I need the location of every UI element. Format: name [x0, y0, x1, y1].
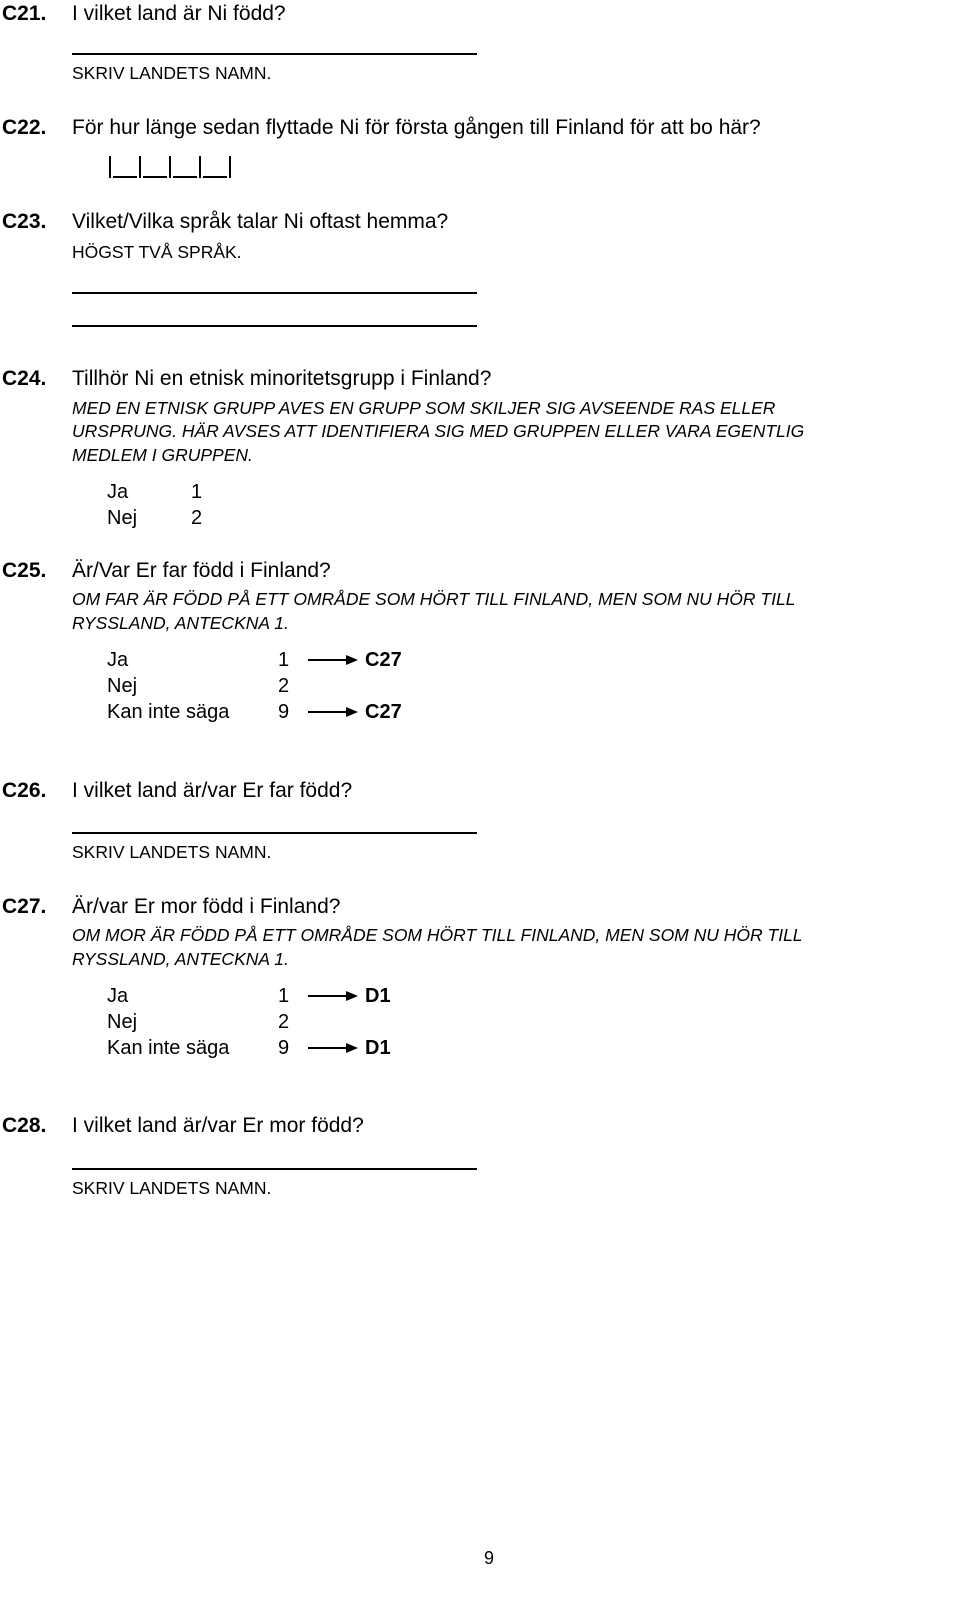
- skip-arrow-icon: [308, 990, 358, 1002]
- option-label[interactable]: Ja: [107, 985, 129, 1007]
- option-code[interactable]: 9: [278, 1037, 290, 1059]
- question-number: C24.: [2, 367, 47, 390]
- question-number: C23.: [2, 210, 47, 233]
- question-number: C28.: [2, 1114, 47, 1137]
- question-text: För hur länge sedan flyttade Ni för första gången till Finland för att bo här?: [72, 116, 761, 139]
- option-label[interactable]: Nej: [107, 507, 138, 529]
- instruction-text: OM MOR ÄR FÖDD PÅ ETT OMRÅDE SOM HÖRT TILL FINLAND, MEN SOM NU HÖR TILL: [72, 925, 803, 945]
- instruction-text: RYSSLAND, ANTECKNA 1.: [72, 949, 289, 969]
- answer-line[interactable]: [72, 292, 477, 294]
- option-code[interactable]: 1: [191, 481, 203, 503]
- skip-target: D1: [365, 1037, 391, 1059]
- question-text: Vilket/Vilka språk talar Ni oftast hemma?: [72, 210, 449, 233]
- instruction-text: OM FAR ÄR FÖDD PÅ ETT OMRÅDE SOM HÖRT TILL FINLAND, MEN SOM NU HÖR TILL: [72, 589, 796, 609]
- instruction-text: URSPRUNG. HÄR AVSES ATT IDENTIFIERA SIG MED GRUPPEN ELLER VARA EGENTLIG: [72, 421, 805, 441]
- skip-arrow-icon: [308, 706, 358, 718]
- skip-arrow-icon: [308, 654, 358, 666]
- instruction-text: SKRIV LANDETS NAMN.: [72, 63, 272, 83]
- question-text: Är/var Er mor född i Finland?: [72, 895, 341, 918]
- question-number: C22.: [2, 116, 47, 139]
- question-text: Tillhör Ni en etnisk minoritetsgrupp i Finland?: [72, 367, 492, 390]
- question-text: I vilket land är/var Er far född?: [72, 779, 353, 802]
- answer-line[interactable]: [72, 325, 477, 327]
- box-divider: [199, 156, 201, 178]
- option-label[interactable]: Ja: [107, 649, 129, 671]
- option-label[interactable]: Kan inte säga: [107, 1037, 230, 1059]
- skip-target: C27: [365, 701, 402, 723]
- box-divider: [229, 156, 231, 178]
- option-label[interactable]: Nej: [107, 1011, 138, 1033]
- skip-target: D1: [365, 985, 391, 1007]
- option-label[interactable]: Ja: [107, 481, 129, 503]
- box-divider: [139, 156, 141, 178]
- question-text: I vilket land är Ni född?: [72, 2, 286, 25]
- digit-box[interactable]: [113, 176, 137, 178]
- question-text: I vilket land är/var Er mor född?: [72, 1114, 364, 1137]
- instruction-text: SKRIV LANDETS NAMN.: [72, 842, 272, 862]
- option-code[interactable]: 2: [191, 507, 203, 529]
- instruction-text: MEDLEM I GRUPPEN.: [72, 445, 253, 465]
- instruction-text: SKRIV LANDETS NAMN.: [72, 1178, 272, 1198]
- question-number: C25.: [2, 559, 47, 582]
- option-label[interactable]: Nej: [107, 675, 138, 697]
- instruction-text: HÖGST TVÅ SPRÅK.: [72, 242, 242, 262]
- digit-box[interactable]: [203, 176, 227, 178]
- answer-line[interactable]: [72, 1168, 477, 1170]
- option-code[interactable]: 2: [278, 1011, 290, 1033]
- instruction-text: RYSSLAND, ANTECKNA 1.: [72, 613, 289, 633]
- answer-line[interactable]: [72, 53, 477, 55]
- instruction-text: MED EN ETNISK GRUPP AVES EN GRUPP SOM SKILJER SIG AVSEENDE RAS ELLER: [72, 398, 776, 418]
- skip-arrow-icon: [308, 1042, 358, 1054]
- box-divider: [169, 156, 171, 178]
- option-code[interactable]: 1: [278, 985, 290, 1007]
- option-code[interactable]: 1: [278, 649, 290, 671]
- skip-target: C27: [365, 649, 402, 671]
- digit-box[interactable]: [143, 176, 167, 178]
- question-number: C26.: [2, 779, 47, 802]
- question-text: Är/Var Er far född i Finland?: [72, 559, 331, 582]
- question-number: C21.: [2, 2, 47, 25]
- digit-box[interactable]: [173, 176, 197, 178]
- option-label[interactable]: Kan inte säga: [107, 701, 230, 723]
- option-code[interactable]: 2: [278, 675, 290, 697]
- page-number: 9: [484, 1548, 495, 1568]
- option-code[interactable]: 9: [278, 701, 290, 723]
- answer-line[interactable]: [72, 832, 477, 834]
- question-number: C27.: [2, 895, 47, 918]
- box-divider: [109, 156, 111, 178]
